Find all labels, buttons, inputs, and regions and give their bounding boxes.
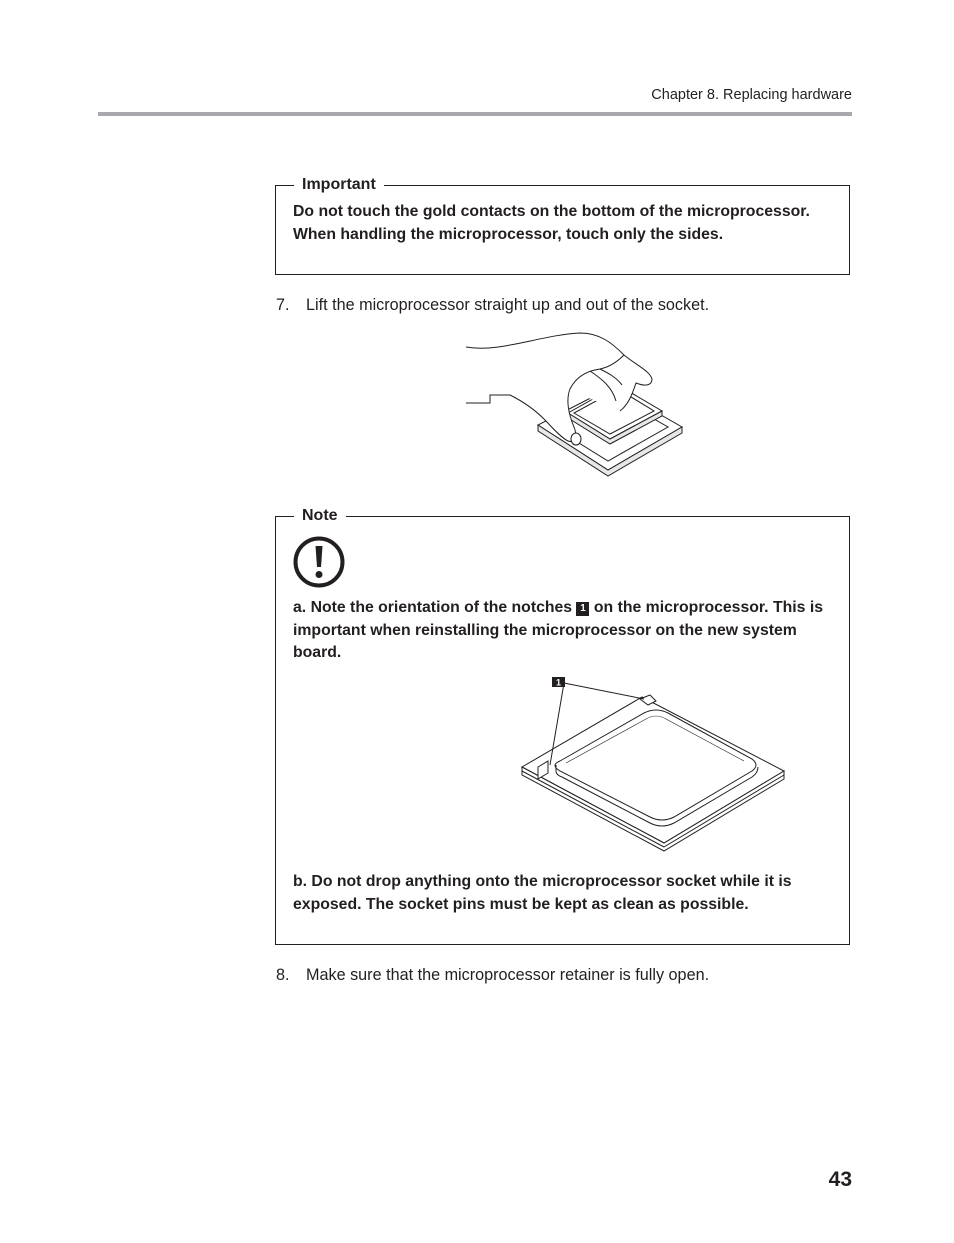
note-para-b: b. Do not drop anything onto the microprocessor socket while it is exposed. The socket pins must be kept as clean as possible.: [293, 873, 792, 913]
important-text: Do not touch the gold contacts on the bottom of the microprocessor. When handling the microprocessor, touch only the sides.: [293, 203, 810, 243]
callout-1-figure: 1: [555, 677, 562, 688]
step-8-number: 8.: [276, 966, 290, 984]
note-para-a-part1: a. Note the orientation of the notches: [293, 599, 573, 616]
callout-1-inline: 1: [576, 602, 589, 616]
page-number: 43: [828, 1168, 852, 1191]
step-7: [276, 294, 709, 316]
important-label: Important: [294, 174, 384, 196]
step-7-number: 7.: [276, 296, 290, 314]
step-7-text: Lift the microprocessor straight up and out of the socket.: [306, 296, 710, 314]
note-para-a: [293, 597, 838, 665]
important-box: [275, 176, 850, 275]
note-para-a-part2: on the microprocessor. This is important when reinstalling the microprocessor on the new system board.: [293, 599, 823, 661]
header-rule: [98, 112, 852, 116]
notch-orientation-illustration: [506, 675, 806, 865]
step-8-text: Make sure that the microprocessor retainer is fully open.: [306, 966, 710, 984]
note-label: Note: [294, 505, 346, 527]
chapter-header: Chapter 8. Replacing hardware: [651, 87, 852, 103]
attention-icon: [292, 535, 346, 589]
note-box: [275, 507, 850, 945]
lift-microprocessor-illustration: [440, 325, 700, 480]
step-8: [276, 964, 709, 986]
